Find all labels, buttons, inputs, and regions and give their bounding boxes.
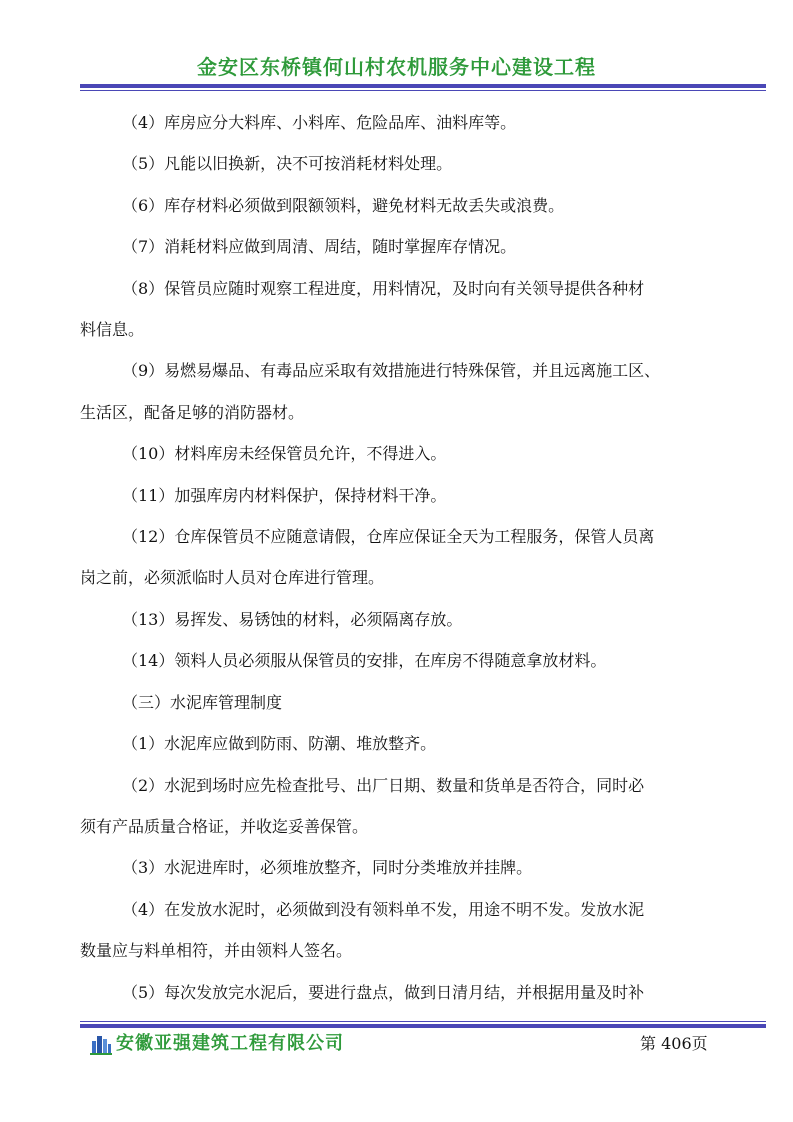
paragraph-line: （9）易燃易爆品、有毒品应采取有效措施进行特殊保管，并且远离施工区、: [122, 361, 661, 381]
paragraph-line: （5）凡能以旧换新，决不可按消耗材料处理。: [122, 154, 453, 174]
document-body: [80, 102, 726, 1013]
header-rule-thin: [80, 90, 766, 91]
paragraph-line: （三）水泥库管理制度: [122, 692, 283, 712]
paragraph-line: （4）在发放水泥时，必须做到没有领料单不发，用途不明不发。发放水泥: [122, 899, 645, 919]
paragraph-line: （3）水泥进库时，必须堆放整齐，同时分类堆放并挂牌。: [122, 858, 533, 878]
page-number: 第 406页: [640, 1034, 708, 1053]
header-rule-thick: [80, 84, 766, 88]
paragraph-line: （10）材料库房未经保管员允许，不得进入。: [122, 444, 447, 464]
paragraph-line: （1）水泥库应做到防雨、防潮、堆放整齐。: [122, 734, 437, 754]
paragraph-continuation-line: 数量应与料单相符，并由领料人签名。: [80, 941, 353, 961]
footer-company-name: 安徽亚强建筑工程有限公司: [116, 1033, 344, 1054]
paragraph-line: （11）加强库房内材料保护，保持材料干净。: [122, 485, 447, 505]
footer-company: [90, 1030, 344, 1058]
paragraph-line: （13）易挥发、易锈蚀的材料，必须隔离存放。: [122, 609, 463, 629]
paragraph-line: （14）领料人员必须服从保管员的安排，在库房不得随意拿放材料。: [122, 651, 607, 671]
page-header-title: 金安区东桥镇何山村农机服务中心建设工程: [197, 55, 596, 79]
paragraph-continuation-line: 生活区，配备足够的消防器材。: [80, 402, 305, 422]
paragraph-line: （8）保管员应随时观察工程进度，用料情况，及时向有关领导提供各种材: [122, 278, 645, 298]
footer-rule-thin: [80, 1021, 766, 1022]
paragraph-line: （2）水泥到场时应先检查批号、出厂日期、数量和货单是否符合，同时必: [122, 775, 645, 795]
paragraph-line: （6）库存材料必须做到限额领料，避免材料无故丢失或浪费。: [122, 195, 565, 215]
paragraph-continuation-line: 岗之前，必须派临时人员对仓库进行管理。: [80, 568, 385, 588]
paragraph-line: （12）仓库保管员不应随意请假，仓库应保证全天为工程服务，保管人员离: [122, 527, 655, 547]
building-logo-icon: [90, 1033, 112, 1055]
paragraph-continuation-line: 须有产品质量合格证，并收迄妥善保管。: [80, 816, 369, 836]
paragraph-line: （5）每次发放完水泥后，要进行盘点，做到日清月结，并根据用量及时补: [122, 982, 645, 1002]
paragraph-continuation-line: 料信息。: [80, 320, 145, 340]
paragraph-line: （4）库房应分大料库、小料库、危险品库、油料库等。: [122, 113, 517, 132]
paragraph-line: （7）消耗材料应做到周清、周结，随时掌握库存情况。: [122, 237, 517, 257]
footer-rule-thick: [80, 1024, 766, 1028]
